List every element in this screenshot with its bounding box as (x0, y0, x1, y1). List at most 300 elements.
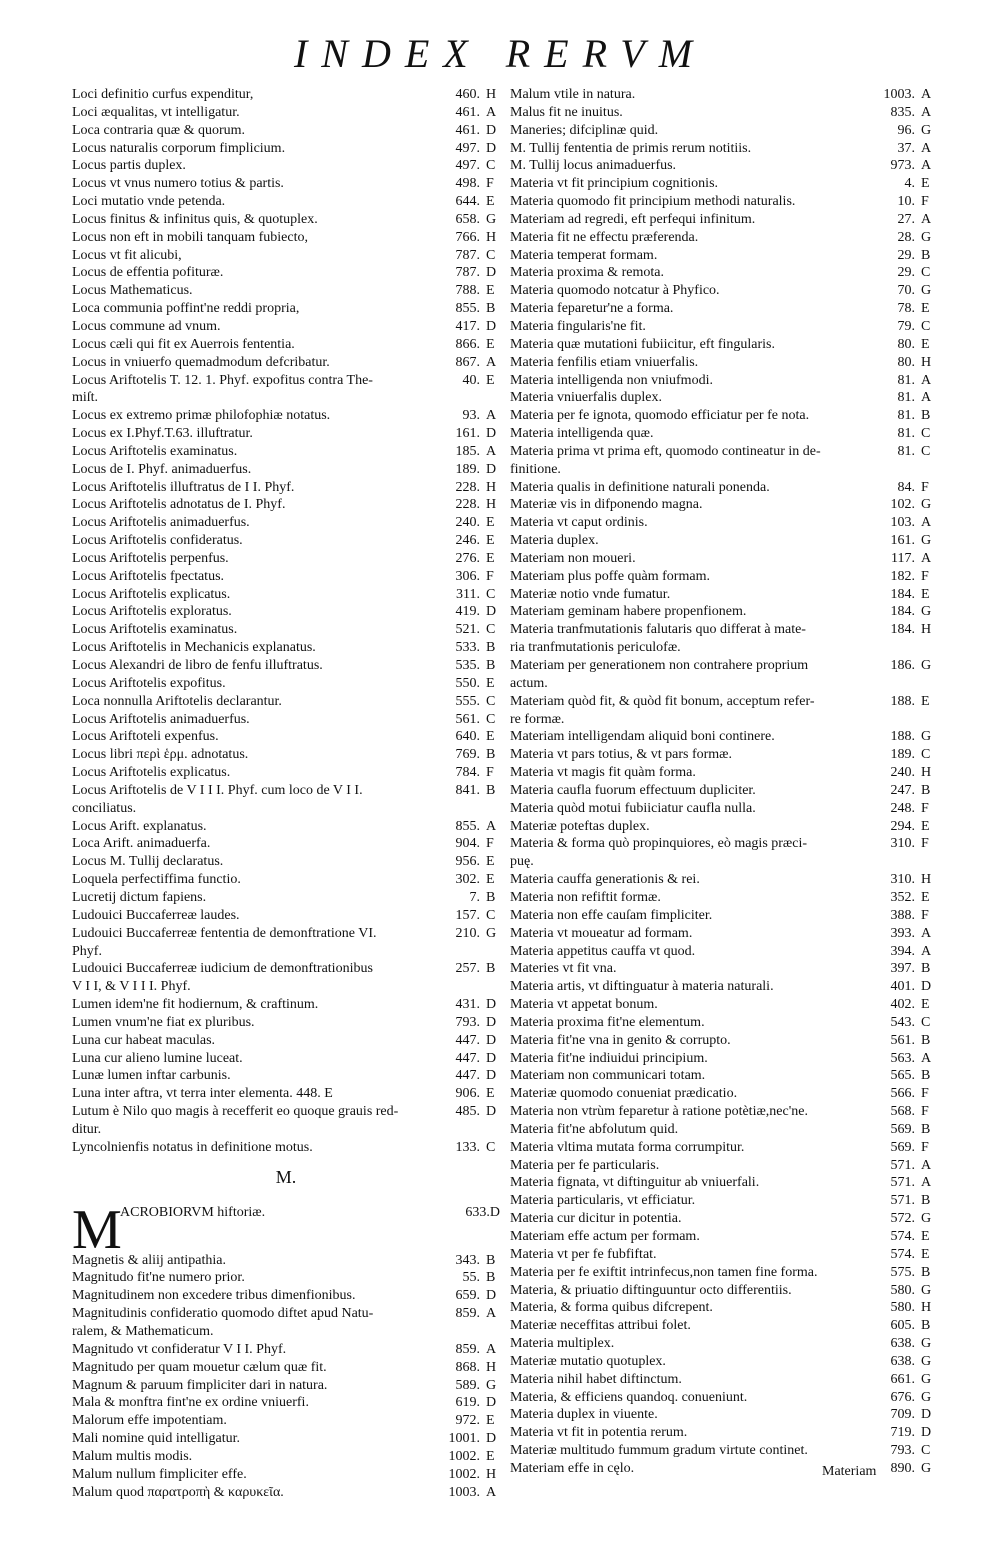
index-entry (72, 603, 500, 621)
entry-section-letter: G (921, 1211, 932, 1227)
index-entry (72, 122, 500, 140)
entry-section-letter: A (486, 1306, 497, 1322)
index-entry (72, 211, 500, 229)
entry-text: Loci mutatio vnde petenda. (72, 194, 226, 210)
entry-section-letter: E (486, 1448, 495, 1464)
index-entry (510, 693, 935, 729)
entry-section-letter: A (486, 1341, 497, 1357)
entry-page-number: 186. (890, 658, 915, 673)
entry-page-number: 306. (455, 568, 480, 584)
entry-page-number: 40. (462, 372, 480, 388)
index-entry (510, 193, 935, 211)
index-entry (72, 1484, 500, 1502)
entry-text: Locus Ariftotelis expofitus. (72, 675, 226, 691)
entry-text: Locus Ariftotelis explicatus. (72, 765, 231, 781)
entry-text: Loca Arift. animaduerfa. (72, 836, 211, 852)
entry-section-letter: F (921, 568, 929, 584)
entry-text: Locus Mathematicus. (72, 283, 193, 299)
entry-section-letter: C (921, 1014, 931, 1030)
entry-text: Locus non eft in mobili tanquam fubiecto, (72, 229, 309, 245)
entry-text: Loca contraria quæ & quorum. (72, 122, 246, 138)
entry-page-number: 580. (890, 1282, 915, 1298)
entry-section-letter: H (486, 479, 497, 495)
entry-page-number: 574. (890, 1246, 915, 1262)
entry-text: Locus Ariftotelis examinatus. (72, 622, 238, 638)
entry-section-letter: F (921, 1139, 929, 1155)
entry-section-letter: G (921, 729, 932, 745)
entry-page-number: 185. (455, 443, 480, 459)
entry-text: Locus Ariftotelis explicatus. (72, 586, 231, 602)
index-entry (510, 1032, 935, 1050)
entry-text: Locus ex extremo primæ philofophiæ notatus. (72, 408, 331, 424)
entry-section-letter: E (921, 301, 930, 317)
entry-page-number: 1002. (448, 1448, 480, 1464)
entry-page-number: 7. (469, 889, 480, 905)
entry-text: Loci definitio curfus expenditur, (72, 87, 254, 102)
entry-text: Materia per fe exiftit intrinfecus,non tamen fine forma. (510, 1264, 818, 1280)
entry-page-number: 1001. (448, 1431, 480, 1447)
index-entry (510, 871, 935, 889)
index-entry (510, 907, 935, 925)
entry-page-number: 29. (897, 247, 915, 263)
entry-page-number: 80. (897, 354, 915, 370)
entry-text: Loca communia poffint'ne reddi propria, (72, 301, 300, 317)
entry-page-number: 1002. (448, 1466, 480, 1482)
entry-text: Locus Ariftotelis fpectatus. (72, 568, 225, 584)
entry-text: Mali nomine quid intelligatur. (72, 1431, 240, 1447)
entry-section-letter: A (921, 515, 932, 531)
entry-section-letter: E (486, 1413, 495, 1429)
entry-text: Materia duplex in viuente. (510, 1407, 658, 1423)
index-entry (510, 1442, 935, 1460)
index-entry (510, 175, 935, 193)
entry-section-letter: D (486, 461, 497, 477)
entry-text: Locus libri περὶ ἑρμ. adnotatus. (72, 747, 249, 763)
entry-section-letter: B (921, 1032, 931, 1048)
entry-page-number: 485. (455, 1104, 480, 1120)
entry-section-letter: B (921, 1121, 931, 1137)
entry-text: Materia fingularis'ne fit. (510, 318, 646, 334)
index-entry (72, 1430, 500, 1448)
index-entry (72, 711, 500, 729)
index-entry (510, 282, 935, 300)
index-entry (72, 1377, 500, 1395)
entry-section-letter: D (489, 1204, 500, 1220)
index-entry (72, 1139, 500, 1157)
entry-section-letter: C (486, 158, 496, 174)
entry-text: Luna cur habeat maculas. (72, 1032, 216, 1048)
entry-page-number: 84. (897, 479, 915, 495)
index-entry (510, 550, 935, 568)
entry-section-letter: D (486, 1068, 497, 1084)
index-entry (72, 443, 500, 461)
index-entry (510, 86, 935, 104)
index-entry (72, 568, 500, 586)
index-entry (72, 1287, 500, 1305)
entry-text: Materia tranfmutationis falutaris quo differat à mate- ria tranfmutationis periculofæ. (510, 622, 806, 656)
entry-text: Materia duplex. (510, 533, 599, 549)
entry-list-m (72, 1198, 500, 1502)
entry-section-letter: E (921, 1246, 930, 1262)
entry-page-number: 835. (890, 104, 915, 120)
entry-page-number: 571. (890, 1175, 915, 1191)
entry-page-number: 240. (890, 765, 915, 781)
entry-page-number: 461. (455, 104, 480, 120)
entry-section-letter: A (921, 1175, 932, 1191)
entry-section-letter: H (486, 87, 497, 102)
entry-section-letter: E (486, 1086, 495, 1102)
entry-section-letter: H (486, 1359, 497, 1375)
index-entry (510, 1282, 935, 1300)
entry-page-number: 859. (455, 1341, 480, 1357)
entry-page-number: 4. (904, 176, 915, 192)
entry-page-number: 644. (455, 194, 480, 210)
entry-text: Magnitudinis confideratio quomodo diftet apud Natu- ralem, & Mathematicum. (72, 1306, 374, 1339)
index-entry (72, 318, 500, 336)
entry-section-letter: G (921, 229, 932, 245)
entry-section-letter: A (486, 104, 497, 120)
index-entry (510, 1085, 935, 1103)
index-entry (510, 889, 935, 907)
entry-page-number: 10. (897, 194, 915, 210)
entry-text: Malum quod παρατροπὴ & καρυκεῖα. (72, 1484, 284, 1500)
index-entry (510, 389, 935, 407)
entry-page-number: 447. (455, 1068, 480, 1084)
index-entry (72, 728, 500, 746)
entry-text: Materia temperat formam. (510, 247, 658, 263)
entry-section-letter: G (921, 1282, 932, 1298)
entry-page-number: 572. (890, 1211, 915, 1227)
entry-page-number: 70. (897, 283, 915, 299)
entry-text: Materia proxima & remota. (510, 265, 664, 281)
entry-page-number: 535. (455, 658, 480, 673)
entry-text: Materia proxima fit'ne elementum. (510, 1014, 705, 1030)
entry-text: Locus ex I.Phyf.T.63. illuftratur. (72, 426, 253, 442)
entry-page-number: 294. (890, 818, 915, 834)
index-entry (510, 1228, 935, 1246)
entry-text: Magnetis & aliij antipathia. (72, 1252, 226, 1268)
index-entry (72, 372, 500, 408)
drop-cap: M (72, 1198, 122, 1261)
entry-list-materia (510, 86, 935, 1478)
entry-text: Materia, & priuatio diftinguuntur octo differentiis. (510, 1282, 792, 1298)
entry-section-letter: G (486, 211, 497, 227)
entry-text: Luna inter aftra, vt terra inter elementa. 448. E (72, 1086, 333, 1102)
index-entry (72, 586, 500, 604)
entry-page-number: 906. (455, 1086, 480, 1102)
entry-section-letter: E (486, 283, 495, 299)
entry-text: Materia cauffa generationis & rei. (510, 872, 700, 888)
entry-text: Materiæ quomodo conueniat prædicatio. (510, 1086, 738, 1102)
entry-text: Materiam effe actum per formam. (510, 1229, 700, 1244)
entry-text: Locus Ariftotelis de V I I I. Phyf. cum loco de V I I. conciliatus. (72, 782, 363, 816)
entry-text: Materiæ mutatio quotuplex. (510, 1353, 666, 1369)
entry-text: Materia vltima mutata forma corrumpitur. (510, 1139, 745, 1155)
index-entry (72, 282, 500, 300)
entry-page-number: 658. (455, 211, 480, 227)
entry-text: Locus naturalis corporum fimplicium. (72, 140, 286, 156)
entry-text: Locus Ariftoteli expenfus. (72, 729, 219, 745)
entry-text: Malum multis modis. (72, 1448, 193, 1464)
index-entry (72, 336, 500, 354)
index-entry (72, 532, 500, 550)
index-entry (510, 300, 935, 318)
index-entry (72, 461, 500, 479)
entry-section-letter: A (921, 1050, 932, 1066)
entry-section-letter: B (921, 1193, 931, 1209)
entry-text: Locus Ariftotelis in Mechanicis explanatus. (72, 640, 316, 656)
entry-page-number: 29. (897, 265, 915, 281)
entry-section-letter: C (921, 747, 931, 763)
entry-text: Luna cur alieno lumine luceat. (72, 1050, 243, 1066)
index-entry (510, 1424, 935, 1442)
entry-text: Materiam geminam habere propenfionem. (510, 604, 747, 620)
index-entry (72, 889, 500, 907)
index-entry (72, 1394, 500, 1412)
entry-section-letter: F (921, 194, 929, 210)
entry-page-number: 787. (455, 247, 480, 263)
index-entry (510, 247, 935, 265)
index-entry (72, 104, 500, 122)
entry-text: Materia non refiftit formæ. (510, 889, 661, 905)
entry-page-number: 498. (455, 176, 480, 192)
index-entry (72, 746, 500, 764)
entry-section-letter: B (486, 747, 496, 763)
entry-text: Materia vt caput ordinis. (510, 515, 648, 531)
index-entry (72, 657, 500, 675)
entry-text: Locus Ariftotelis perpenfus. (72, 550, 229, 566)
entry-text: Materia caufla fuorum effectuum dupliciter. (510, 782, 756, 798)
entry-section-letter: G (486, 1377, 497, 1393)
entry-page-number: 859. (455, 1306, 480, 1322)
entry-text: M. Tullij locus animaduerfus. (510, 158, 677, 174)
index-entry (510, 728, 935, 746)
entry-page-number: 550. (455, 675, 480, 691)
entry-page-number: 543. (890, 1014, 915, 1030)
entry-text: Locus cæli qui fit ex Auerrois fententia. (72, 336, 295, 352)
entry-section-letter: B (921, 408, 931, 424)
entry-text: Materia vt moueatur ad formam. (510, 925, 693, 941)
entry-section-letter: B (486, 1252, 496, 1268)
entry-section-letter: D (486, 1050, 497, 1066)
entry-text: Malum nullum fimpliciter effe. (72, 1466, 247, 1482)
entry-page-number: 184. (890, 586, 915, 602)
entry-text: Locus Ariftotelis T. 12. 1. Phyf. expofitus contra The- miſt. (72, 372, 373, 406)
index-entry (72, 407, 500, 425)
entry-section-letter: B (921, 1318, 931, 1334)
index-entry (510, 568, 935, 586)
entry-page-number: 161. (455, 426, 480, 442)
index-entry (510, 943, 935, 961)
entry-section-letter: G (921, 1460, 932, 1476)
index-entry (510, 104, 935, 122)
index-entry (510, 782, 935, 800)
entry-text: Materia vt per fe fubfiftat. (510, 1246, 657, 1262)
index-entry (72, 86, 500, 104)
entry-section-letter: A (921, 158, 932, 174)
entry-section-letter: G (921, 604, 932, 620)
entry-section-letter: C (921, 1443, 931, 1459)
entry-section-letter: C (486, 1139, 496, 1155)
entry-section-letter: D (486, 997, 497, 1013)
entry-page-number: 257. (455, 961, 480, 977)
index-entry (510, 514, 935, 532)
index-entry (510, 407, 935, 425)
index-entry (510, 318, 935, 336)
entry-section-letter: B (486, 1270, 496, 1286)
index-column-right (510, 86, 935, 1478)
entry-page-number: 276. (455, 550, 480, 566)
entry-page-number: 571. (890, 1157, 915, 1173)
entry-page-number: 497. (455, 140, 480, 156)
entry-text: ACROBIORVM hiftoriæ. (120, 1204, 266, 1220)
entry-page-number: 37. (897, 140, 915, 156)
entry-page-number: 769. (455, 747, 480, 763)
index-entry (510, 1371, 935, 1389)
entry-section-letter: E (921, 176, 930, 192)
index-entry (72, 1067, 500, 1085)
entry-page-number: 182. (890, 568, 915, 584)
entry-page-number: 81. (897, 390, 915, 406)
entry-section-letter: B (921, 961, 931, 977)
entry-page-number: 93. (462, 408, 480, 424)
entry-page-number: 972. (455, 1413, 480, 1429)
index-entry (510, 764, 935, 782)
entry-section-letter: D (486, 140, 497, 156)
entry-page-number: 709. (890, 1407, 915, 1423)
entry-section-letter: E (486, 872, 495, 888)
entry-section-letter: D (486, 1431, 497, 1447)
entry-section-letter: C (921, 443, 931, 459)
entry-page-number: 248. (890, 800, 915, 816)
entry-page-number: 79. (897, 318, 915, 334)
entry-section-letter: D (486, 604, 497, 620)
index-entry (510, 1317, 935, 1335)
entry-text: Materia & forma quò propinquiores, eò magis præci- puę. (510, 836, 808, 870)
entry-text: Locus finitus & infinitus quis, & quotuplex. (72, 211, 318, 227)
entry-section-letter: C (486, 586, 496, 602)
index-entry (72, 1269, 500, 1287)
entry-section-letter: B (486, 658, 496, 673)
entry-text: Materia vt pars totius, & vt pars formæ. (510, 747, 733, 763)
entry-section-letter: F (921, 1086, 929, 1102)
index-entry (72, 157, 500, 175)
index-entry (510, 603, 935, 621)
entry-text: Materia vniuerfalis duplex. (510, 390, 663, 406)
entry-text: Ludouici Buccaferreæ iudicium de demonftrationibus V I I, & V I I I. Phyf. (72, 961, 373, 995)
entry-page-number: 417. (455, 318, 480, 334)
entry-page-number: 569. (890, 1121, 915, 1137)
entry-text: Locus commune ad vnum. (72, 318, 221, 334)
entry-page-number: 419. (455, 604, 480, 620)
entry-page-number: 302. (455, 872, 480, 888)
entry-page-number: 310. (890, 836, 915, 852)
entry-page-number: 574. (890, 1229, 915, 1244)
index-entry (510, 818, 935, 836)
entry-section-letter: G (486, 925, 497, 941)
entry-page-number: 633. (465, 1204, 490, 1220)
index-entry (72, 835, 500, 853)
index-entry (72, 907, 500, 925)
entry-text: Materiam quòd fit, & quòd fit bonum, acceptum refer- re formæ. (510, 693, 815, 727)
entry-section-letter: A (921, 211, 932, 227)
entry-section-letter: E (921, 336, 930, 352)
entry-page-number: 401. (890, 979, 915, 995)
entry-text: Materiæ vis in difponendo magna. (510, 497, 703, 513)
index-entry (72, 621, 500, 639)
entry-page-number: 605. (890, 1318, 915, 1334)
index-entry (510, 996, 935, 1014)
entry-text: Locus Ariftotelis animaduerfus. (72, 711, 250, 727)
index-entry (72, 853, 500, 871)
index-entry (510, 157, 935, 175)
entry-page-number: 855. (455, 301, 480, 317)
entry-page-number: 580. (890, 1300, 915, 1316)
entry-page-number: 189. (455, 461, 480, 477)
entry-text: Materia nihil habet diftinctum. (510, 1371, 682, 1387)
entry-section-letter: A (486, 818, 497, 834)
entry-page-number: 787. (455, 265, 480, 281)
entry-text: Materia quòd motui fubiiciatur caufla nulla. (510, 800, 756, 816)
entry-text: Materiæ multitudo fummum gradum virtute continet. (510, 1443, 808, 1459)
index-entry (510, 425, 935, 443)
index-entry (510, 746, 935, 764)
index-entry (72, 1103, 500, 1139)
entry-text: Materia fit'ne indiuidui principium. (510, 1050, 708, 1066)
entry-section-letter: A (921, 550, 932, 566)
entry-list-l (72, 86, 500, 1157)
entry-page-number: 619. (455, 1395, 480, 1411)
entry-section-letter: G (921, 658, 932, 673)
index-entry (72, 479, 500, 497)
entry-page-number: 719. (890, 1425, 915, 1441)
entry-section-letter: E (486, 372, 495, 388)
entry-page-number: 189. (890, 747, 915, 763)
entry-text: Materia vt appetat bonum. (510, 997, 658, 1013)
index-entry (510, 925, 935, 943)
entry-section-letter: D (486, 1395, 497, 1411)
entry-section-letter: A (921, 390, 932, 406)
entry-page-number: 555. (455, 693, 480, 709)
entry-section-letter: H (921, 354, 932, 370)
entry-section-letter: G (921, 1371, 932, 1387)
entry-page-number: 866. (455, 336, 480, 352)
index-entry (510, 1121, 935, 1139)
entry-text: Magnitudo fit'ne numero prior. (72, 1270, 245, 1286)
entry-section-letter: B (921, 247, 931, 263)
entry-text: Materia non vtrùm feparetur à ratione potètiæ,nec'ne. (510, 1104, 808, 1120)
entry-section-letter: A (921, 372, 932, 388)
index-entry (510, 621, 935, 657)
index-entry (510, 1103, 935, 1121)
index-entry (72, 960, 500, 996)
entry-section-letter: F (486, 176, 494, 192)
entry-text: Magnitudinem non excedere tribus dimenfionibus. (72, 1288, 356, 1304)
entry-section-letter: C (486, 693, 496, 709)
index-entry (72, 229, 500, 247)
entry-page-number: 352. (890, 889, 915, 905)
index-entry (510, 264, 935, 282)
entry-section-letter: B (921, 1068, 931, 1084)
entry-page-number: 568. (890, 1104, 915, 1120)
entry-section-letter: F (921, 1104, 929, 1120)
entry-section-letter: E (486, 854, 495, 870)
index-entry (510, 1299, 935, 1317)
entry-text: Lutum è Nilo quo magis à recefferit eo quoque grauis red- ditur. (72, 1104, 399, 1137)
index-column-left (72, 86, 500, 1501)
index-entry (510, 1406, 935, 1424)
entry-page-number: 394. (890, 943, 915, 959)
